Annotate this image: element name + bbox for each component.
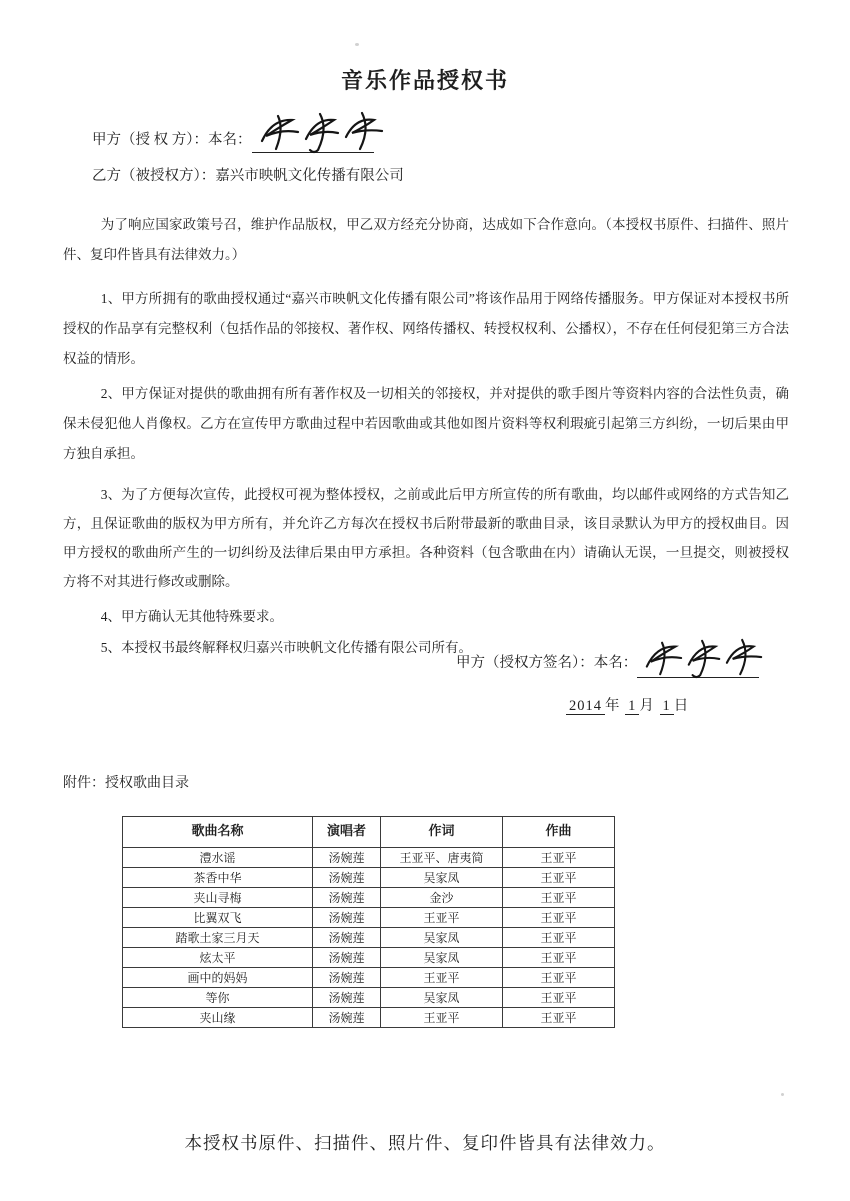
- column-header-composer: 作曲: [503, 817, 615, 848]
- footer-legal-note: 本授权书原件、扫描件、照片件、复印件皆具有法律效力。: [184, 1133, 666, 1153]
- date-day-unit: 日: [673, 698, 690, 714]
- date-month: 1: [625, 698, 639, 715]
- page-title: 音乐作品授权书: [340, 68, 509, 93]
- table-row: [123, 928, 615, 948]
- table-row: [123, 888, 615, 908]
- song-name-cell: 夹山缘: [123, 1008, 313, 1028]
- handwritten-signature: [643, 636, 765, 680]
- song-name-cell: 夹山寻梅: [123, 888, 313, 908]
- table-row: [123, 868, 615, 888]
- song-name-cell: 澧水谣: [123, 848, 313, 868]
- singer-cell: 汤婉莲: [313, 948, 381, 968]
- song-name-cell: 等你: [123, 988, 313, 1008]
- party-b-label: 乙方（被授权方）：: [92, 168, 216, 184]
- lyricist-cell: 吴家凤: [381, 948, 503, 968]
- lyricist-cell: 王亚平、唐夷简: [381, 848, 503, 868]
- singer-cell: 汤婉莲: [313, 888, 381, 908]
- singer-cell: 汤婉莲: [313, 848, 381, 868]
- column-header-singer: 演唱者: [313, 817, 381, 848]
- handwritten-signature: [258, 109, 386, 155]
- composer-cell: 王亚平: [503, 888, 615, 908]
- singer-cell: 汤婉莲: [313, 988, 381, 1008]
- party-b-line: [92, 158, 404, 194]
- song-name-cell: 茶香中华: [123, 868, 313, 888]
- lyricist-cell: 金沙: [381, 888, 503, 908]
- date-year: 2014: [566, 698, 605, 715]
- singer-cell: 汤婉莲: [313, 908, 381, 928]
- date-month-unit: 月: [639, 698, 655, 714]
- table-row: [123, 988, 615, 1008]
- singer-cell: 汤婉莲: [313, 968, 381, 988]
- clause-1: 1、甲方所拥有的歌曲授权通过“嘉兴市映帆文化传播有限公司”将该作品用于网络传播服务。甲方保证对本授权书所授权的作品享有完整权利（包括作品的邻接权、著作权、网络传播权、转授权权利、公播权），不存在任何侵犯第三方合法权益的情形。: [63, 290, 789, 366]
- clause-2: 2、甲方保证对提供的歌曲拥有所有著作权及一切相关的邻接权，并对提供的歌手图片等资料内容的合法性负责，确保未侵犯他人肖像权。乙方在宣传甲方歌曲过程中若因歌曲或其他如图片资料等权利瑕疵引起第三方纠纷，一切后果由甲方独自承担。: [63, 385, 789, 461]
- parties-block: [92, 122, 404, 194]
- composer-cell: 王亚平: [503, 928, 615, 948]
- party-a-line: [92, 122, 404, 158]
- table-row: [123, 1008, 615, 1028]
- composer-cell: 王亚平: [503, 1008, 615, 1028]
- date-year-unit: 年: [605, 698, 621, 714]
- song-name-cell: 画中的妈妈: [123, 968, 313, 988]
- singer-cell: 汤婉莲: [313, 1008, 381, 1028]
- lyricist-cell: 吴家凤: [381, 988, 503, 1008]
- party-a-label: 甲方（授 权 方）：本名：: [92, 132, 252, 148]
- composer-cell: 王亚平: [503, 988, 615, 1008]
- lyricist-cell: 吴家凤: [381, 928, 503, 948]
- song-name-cell: 比翼双飞: [123, 908, 313, 928]
- party-a-signature-slot: [252, 122, 384, 158]
- lyricist-cell: 王亚平: [381, 968, 503, 988]
- table-row: [123, 968, 615, 988]
- authorized-songs-table: [122, 816, 615, 1028]
- composer-cell: 王亚平: [503, 868, 615, 888]
- table-row: [123, 948, 615, 968]
- lyricist-cell: 吴家凤: [381, 868, 503, 888]
- attachment-label: 附件：授权歌曲目录: [63, 776, 189, 791]
- column-header-lyricist: 作词: [381, 817, 503, 848]
- signing-label: 甲方（授权方签名）：本名：: [456, 655, 638, 671]
- date-day: 1: [660, 698, 674, 715]
- signing-line: [456, 643, 769, 683]
- table-row: [123, 908, 615, 928]
- table-row: [123, 848, 615, 868]
- intro-paragraph: 为了响应国家政策号召，维护作品版权，甲乙双方经充分协商，达成如下合作意向。（本授权书原件、扫描件、照片件、复印件皆具有法律效力。）: [63, 216, 789, 262]
- column-header-song-name: 歌曲名称: [123, 817, 313, 848]
- composer-cell: 王亚平: [503, 948, 615, 968]
- clause-4: 4、甲方确认无其他特殊要求。: [100, 608, 284, 624]
- table-header-row: [123, 817, 615, 848]
- song-table-body: [123, 848, 615, 1028]
- date-line: [566, 694, 689, 715]
- lyricist-cell: 王亚平: [381, 908, 503, 928]
- singer-cell: 汤婉莲: [313, 928, 381, 948]
- lyricist-cell: 王亚平: [381, 1008, 503, 1028]
- scan-speck: [781, 1093, 784, 1096]
- clause-5: 5、本授权书最终解释权归嘉兴市映帆文化传播有限公司所有。: [100, 639, 473, 655]
- scan-speck: [355, 43, 359, 46]
- composer-cell: 王亚平: [503, 908, 615, 928]
- singer-cell: 汤婉莲: [313, 868, 381, 888]
- song-name-cell: 炫太平: [123, 948, 313, 968]
- signing-signature-slot: [637, 647, 769, 683]
- clause-3: 3、为了方便每次宣传，此授权可视为整体授权，之前或此后甲方所宣传的所有歌曲，均以邮件或网络的方式告知乙方，且保证歌曲的版权为甲方所有，并允许乙方每次在授权书后附带最新的歌曲目录，该目录默认为甲方的授权曲目。因甲方授权的歌曲所产生的一切纠纷及法律后果由甲方承担。各种资料（包含歌曲在内）请确认无误，一旦提交，则被授权方将不对其进行修改或删除。: [63, 486, 789, 589]
- composer-cell: 王亚平: [503, 848, 615, 868]
- composer-cell: 王亚平: [503, 968, 615, 988]
- party-b-name: 嘉兴市映帆文化传播有限公司: [215, 168, 404, 184]
- song-name-cell: 踏歌土家三月天: [123, 928, 313, 948]
